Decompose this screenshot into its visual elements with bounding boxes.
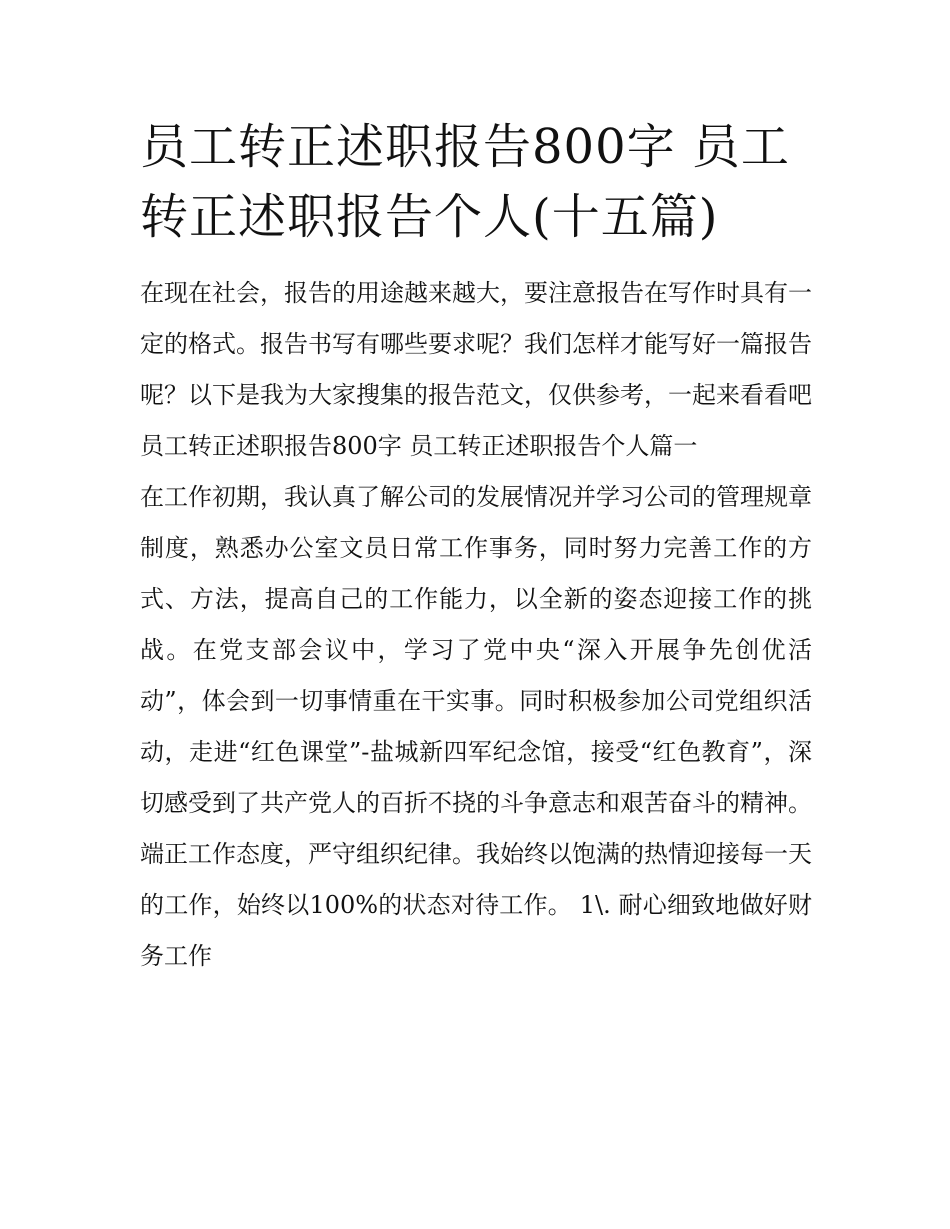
body-paragraph: 在工作初期，我认真了解公司的发展情况并学习公司的管理规章制度，熟悉办公室文员日常工作事务，同时努力完善工作的方式、方法，提高自己的工作能力，以全新的姿态迎接工作的挑战。在党支部会议中，学习了党中央“深入开展争先创优活动”，体会到一切事情重在干实事。同时积极参加公司党组织活动，走进“红色课堂”-盐城新四军纪念馆，接受“红色教育”，深切感受到了共产党人的百折不挠的斗争意志和艰苦奋斗的精神。: [140, 483, 812, 817]
intro-paragraph: 在现在社会，报告的用途越来越大，要注意报告在写作时具有一定的格式。报告书写有哪些要求呢？我们怎样才能写好一篇报告呢？以下是我为大家搜集的报告范文，仅供参考，一起来看看吧: [140, 279, 812, 409]
document-body: [140, 112, 812, 982]
document-title: 员工转正述职报告800字 员工转正述职报告个人(十五篇): [140, 119, 790, 245]
section-heading: 员工转正述职报告800字 员工转正述职报告个人篇一: [140, 432, 698, 460]
body-paragraph: 端正工作态度，严守组织纪律。我始终以饱满的热情迎接每一天的工作，始终以100%的状态对待工作。 1\. 耐心细致地做好财务工作: [140, 840, 812, 970]
